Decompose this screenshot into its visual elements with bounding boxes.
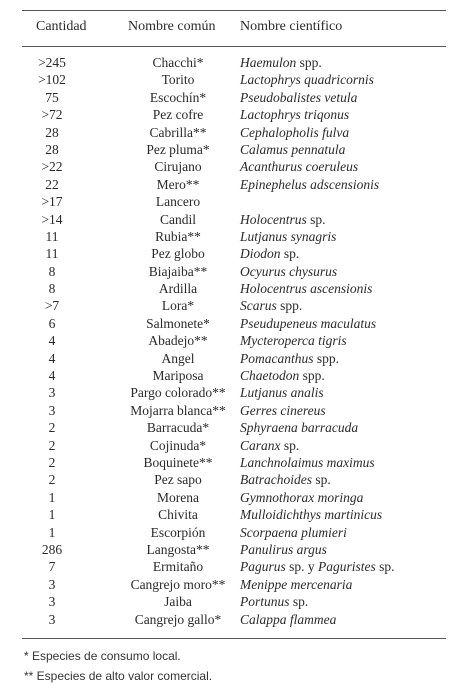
scientific-name-part: Holocentrus ascensionis [240,281,373,297]
cell-common-name: Escorpión [150,524,206,540]
cell-quantity: 3 [48,594,56,610]
table-body [0,54,464,628]
cell-scientific-name [240,471,331,488]
cell-scientific-name [240,576,352,593]
cell-scientific-name [240,315,376,332]
cell-scientific-name [240,384,324,401]
cell-scientific-name [240,263,337,280]
table-row [0,54,464,71]
table-row [0,158,464,175]
cell-scientific-name [240,350,339,367]
cell-common-name: Pez globo [151,246,205,262]
cell-quantity: 22 [45,176,59,192]
table-row [0,280,464,297]
cell-quantity: 28 [45,124,59,140]
table-row [0,454,464,471]
footnotes [24,646,212,686]
cell-quantity: 6 [48,315,56,331]
scientific-name-part: spp. [313,350,340,366]
scientific-name-part: Lutjanus analis [240,385,324,401]
footnote-high-commercial-value: ** Especies de alto valor comercial. [24,669,213,683]
cell-common-name: Salmonete* [146,315,210,331]
cell-quantity: 75 [45,89,59,105]
table-top-rule [22,10,446,11]
cell-common-name: Ardilla [158,281,198,297]
cell-scientific-name [240,89,357,106]
scientific-name-part: Chaetodon [240,368,300,384]
header-common-name: Nombre común [128,19,216,34]
cell-scientific-name [240,280,372,297]
cell-quantity: 1 [48,489,56,505]
scientific-name-part: Sphyraena barracuda [240,420,359,436]
cell-quantity: 286 [41,541,63,557]
cell-common-name: Angel [161,350,195,366]
table-row [0,332,464,349]
cell-common-name: Escochín* [149,89,207,105]
scientific-name-part: Gymnothorax moringa [240,489,364,505]
scientific-name-part: Mycteroperca tigris [240,333,347,349]
scientific-name-part: Holocentrus [240,211,307,227]
cell-common-name: Chacchi* [152,55,204,70]
cell-common-name: Abadejo** [148,333,208,349]
table-row [0,471,464,488]
scientific-name-part: sp. [306,211,326,227]
scientific-name-part: Mulloidichthys martinicus [240,507,383,523]
header-scientific-name: Nombre científico [240,19,343,34]
cell-quantity: 4 [48,350,56,366]
cell-common-name: Mero** [156,176,200,192]
table-row [0,350,464,367]
cell-quantity: >245 [38,55,66,70]
cell-common-name: Pez cofre [152,107,204,123]
cell-common-name: Lancero [155,194,201,210]
table-row [0,124,464,141]
table-row [0,106,464,123]
scientific-name-part: sp. [280,246,300,262]
scientific-name-part: Calappa flammea [240,611,337,627]
scientific-name-part: Pseudupeneus maculatus [240,315,377,331]
cell-common-name: Mojarra blanca** [130,402,226,418]
scientific-name-part: spp. [296,55,322,70]
cell-common-name: Candil [160,211,196,227]
table-row [0,245,464,262]
scientific-name-part: Panulirus argus [240,541,327,557]
scientific-name-part: spp. [299,368,325,384]
cell-quantity: 8 [48,263,56,279]
table-row [0,506,464,523]
cell-quantity: >102 [38,72,66,88]
cell-quantity: 28 [45,141,59,157]
cell-scientific-name [240,245,299,262]
cell-common-name: Boquinete** [143,454,213,470]
cell-quantity: 2 [48,420,56,436]
cell-scientific-name [240,297,302,314]
cell-common-name: Cabrilla** [149,124,207,140]
cell-quantity: 3 [48,576,56,592]
scientific-name-part: spp. [276,298,303,314]
cell-common-name: Barracuda* [146,420,210,436]
table-row [0,263,464,280]
cell-common-name: Biajaiba** [148,263,208,279]
cell-common-name: Lora* [161,298,195,314]
table-row [0,524,464,541]
cell-scientific-name [240,158,358,175]
table-row [0,384,464,401]
cell-scientific-name [240,541,327,558]
cell-scientific-name [240,124,349,141]
cell-common-name: Chivita [158,507,198,523]
scientific-name-part: Menippe mercenaria [240,576,353,592]
cell-quantity: 3 [48,385,56,401]
scientific-name-part: Caranx [240,437,281,453]
header-quantity: Cantidad [36,19,87,34]
cell-scientific-name [240,211,326,228]
table-bottom-rule [22,638,446,639]
cell-quantity: 1 [48,507,56,523]
cell-quantity: 2 [48,472,56,488]
cell-scientific-name [240,106,349,123]
scientific-name-part: Portunus [240,594,290,610]
scientific-name-part: Batrachoides [240,472,312,488]
scientific-name-part: sp. [289,594,309,610]
table-row [0,402,464,419]
scientific-name-part: Haemulon [240,55,297,70]
table-row [0,193,464,210]
scientific-name-part: Cephalopholis fulva [240,124,350,140]
scientific-name-part: Pseudobalistes vetula [240,89,358,105]
table-row [0,419,464,436]
cell-quantity: 1 [48,524,56,540]
scientific-name-part: Ocyurus chysurus [240,263,338,279]
table-row [0,611,464,628]
cell-scientific-name [240,419,358,436]
cell-quantity: 3 [48,611,56,627]
cell-common-name: Morena [157,489,199,505]
scientific-name-part: Lutjanus synagris [240,228,337,244]
cell-scientific-name [240,402,326,419]
table-row [0,558,464,575]
cell-common-name: Cojinuda* [149,437,207,453]
cell-common-name: Pargo colorado** [130,385,226,401]
scientific-name-part: Scarus [240,298,277,314]
table-row [0,176,464,193]
cell-scientific-name [240,71,374,88]
table-row [0,593,464,610]
scientific-name-part: Acanthurus coeruleus [240,159,359,175]
scientific-name-part: Gerres cinereus [240,402,326,418]
cell-scientific-name [240,558,395,575]
table-row [0,367,464,384]
cell-quantity: 4 [48,333,56,349]
cell-scientific-name [240,367,325,384]
cell-quantity: 11 [45,228,59,244]
cell-common-name: Cangrejo moro** [130,576,226,592]
cell-quantity: >14 [41,211,63,227]
table-row [0,141,464,158]
scientific-name-part: Paguristes [318,559,376,575]
scientific-name-part: Lactophrys triqonus [240,107,350,123]
table-row [0,437,464,454]
scientific-name-part: Lanchnolaimus maximus [240,454,375,470]
scientific-name-part: Diodon [240,246,281,262]
cell-quantity: 11 [45,246,59,262]
cell-scientific-name [240,176,379,193]
scientific-name-part: sp. [375,559,395,575]
cell-quantity: 2 [48,454,56,470]
scientific-name-part: Lactophrys quadricornis [240,72,374,88]
scientific-name-part: Pomacanthus [240,350,314,366]
scientific-name-part: sp. [312,472,331,488]
cell-scientific-name [240,593,308,610]
cell-common-name: Torito [161,72,195,88]
cell-scientific-name [240,611,336,628]
cell-quantity: 2 [48,437,56,453]
cell-scientific-name [240,54,322,71]
cell-scientific-name [240,228,336,245]
cell-scientific-name [240,437,299,454]
scientific-name-part: Pagurus [240,559,286,575]
cell-quantity: >72 [41,107,63,123]
scientific-name-part: Epinephelus adscensionis [240,176,380,192]
cell-scientific-name [240,506,382,523]
table-row [0,228,464,245]
cell-common-name: Mariposa [152,368,204,384]
cell-quantity: >22 [41,159,63,175]
cell-common-name: Cirujano [154,159,202,175]
cell-common-name: Langosta** [146,541,210,557]
cell-common-name: Pez sapo [154,472,202,488]
scientific-name-part: sp. [280,437,300,453]
table-row [0,89,464,106]
footnote-local-consumption: * Especies de consumo local. [24,649,181,663]
table-row [0,489,464,506]
scientific-name-part: sp. y [285,559,319,575]
cell-quantity: 7 [48,559,56,575]
table-header-rule [22,46,446,47]
cell-scientific-name [240,489,363,506]
cell-quantity: 8 [48,281,56,297]
table-row [0,576,464,593]
scientific-name-part: Scorpaena plumieri [240,524,347,540]
table-row [0,211,464,228]
cell-quantity: 4 [48,368,56,384]
cell-common-name: Rubia** [155,228,201,244]
cell-common-name: Cangrejo gallo* [134,611,222,627]
cell-scientific-name [240,454,375,471]
cell-quantity: >7 [44,298,60,314]
scientific-name-part: Calamus pennatula [240,141,346,157]
cell-scientific-name [240,141,345,158]
table-row [0,71,464,88]
cell-common-name: Jaiba [164,594,192,610]
table-row [0,315,464,332]
cell-common-name: Pez pluma* [146,141,210,157]
table-row [0,541,464,558]
cell-common-name: Ermitaño [152,559,204,575]
table-row [0,297,464,314]
cell-scientific-name [240,332,347,349]
cell-scientific-name [240,524,347,541]
cell-quantity: >17 [41,194,63,210]
cell-quantity: 3 [48,402,56,418]
